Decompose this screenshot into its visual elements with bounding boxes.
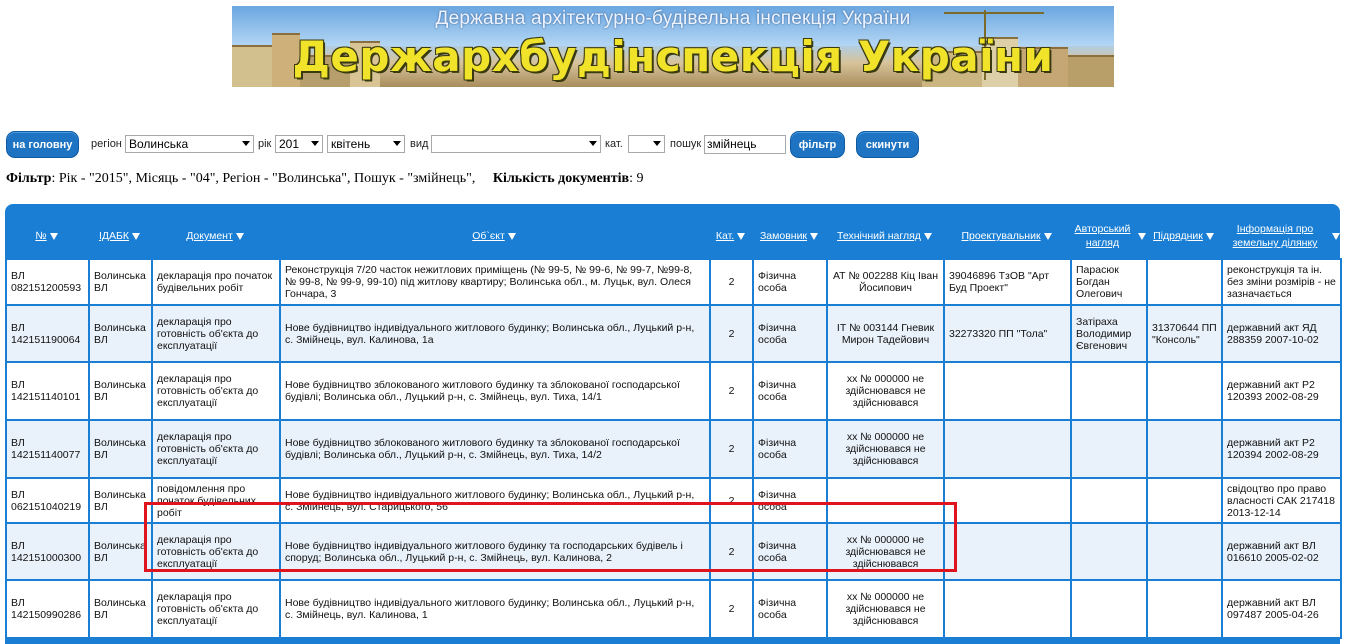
table-cell: 32273320 ПП "Тола" bbox=[944, 305, 1071, 362]
results-table bbox=[5, 258, 1342, 639]
col-header-author-supervision[interactable] bbox=[1070, 214, 1146, 258]
table-cell: повідомлення про початок будівельних робіт bbox=[152, 478, 280, 523]
col-header-customer[interactable] bbox=[752, 214, 826, 258]
col-header-document[interactable] bbox=[151, 214, 279, 258]
table-cell: декларація про готовність об'єкта до експлуатації bbox=[152, 580, 280, 638]
table-cell: декларація про готовність об'єкта до експлуатації bbox=[152, 523, 280, 580]
table-cell bbox=[1071, 362, 1147, 420]
table-cell: Фізична особа bbox=[753, 580, 827, 638]
table-cell: державний акт ВЛ 016610 2005-02-02 bbox=[1222, 523, 1341, 580]
col-header-label: № bbox=[35, 230, 47, 242]
col-header-label: Об`єкт bbox=[472, 230, 505, 242]
reset-button[interactable]: скинути bbox=[856, 131, 919, 158]
site-banner bbox=[232, 6, 1114, 87]
col-header-object[interactable] bbox=[279, 214, 709, 258]
col-header-label: Кат. bbox=[715, 230, 735, 242]
month-select[interactable] bbox=[327, 135, 405, 153]
col-header-land-info[interactable] bbox=[1221, 214, 1340, 258]
col-header-category[interactable] bbox=[709, 214, 752, 258]
table-cell bbox=[944, 362, 1071, 420]
sort-down-icon bbox=[1206, 233, 1214, 240]
table-cell: 2 bbox=[710, 478, 753, 523]
results-table-header bbox=[5, 214, 1340, 258]
table-cell: Фізична особа bbox=[753, 420, 827, 478]
table-cell: декларація про початок будівельних робіт bbox=[152, 259, 280, 305]
col-header-label: Авторський нагляд bbox=[1074, 223, 1131, 249]
table-cell: ВЛ 142151140077 bbox=[6, 420, 89, 478]
table-cell: 31370644 ПП "Консоль" bbox=[1147, 305, 1222, 362]
table-cell: декларація про готовність об'єкта до експлуатації bbox=[152, 305, 280, 362]
table-cell: Парасюк Богдан Олегович bbox=[1071, 259, 1147, 305]
table-cell bbox=[1147, 259, 1222, 305]
table-cell: 2 bbox=[710, 259, 753, 305]
col-header-label: Технічний нагляд bbox=[837, 230, 921, 242]
table-cell: 39046896 ТзОВ "Арт Буд Проект" bbox=[944, 259, 1071, 305]
month-select-value: квітень bbox=[331, 137, 371, 151]
table-cell: декларація про готовність об'єкта до експлуатації bbox=[152, 420, 280, 478]
sort-down-icon bbox=[1044, 233, 1052, 240]
table-cell: Нове будівництво індивідуального житлового будинку; Волинська обл., Луцький р-н, с. Змійнець, вул. Калинова, 1 bbox=[280, 580, 710, 638]
table-cell: хх № 000000 не здійснювався не здійснювався bbox=[827, 420, 944, 478]
filter-summary bbox=[6, 171, 643, 187]
sort-down-icon bbox=[508, 233, 516, 240]
document-count-value: : 9 bbox=[629, 171, 644, 186]
table-cell bbox=[1147, 478, 1222, 523]
table-cell bbox=[1071, 580, 1147, 638]
table-cell: 2 bbox=[710, 305, 753, 362]
col-header-designer[interactable] bbox=[943, 214, 1070, 258]
col-header-label: Замовник bbox=[759, 230, 808, 242]
table-cell: Фізична особа bbox=[753, 478, 827, 523]
table-cell: Волинська ВЛ bbox=[89, 523, 152, 580]
col-header-tech-supervision[interactable] bbox=[826, 214, 943, 258]
sort-down-icon bbox=[1332, 233, 1340, 240]
table-cell: ІТ № 003144 Гневик Мирон Тадейович bbox=[827, 305, 944, 362]
year-select[interactable] bbox=[275, 135, 323, 153]
region-select[interactable] bbox=[125, 135, 254, 153]
table-cell: декларація про готовність об'єкта до експлуатації bbox=[152, 362, 280, 420]
col-header-contractor[interactable] bbox=[1146, 214, 1221, 258]
banner-subtitle: Державна архітектурно-будівельна інспекція України bbox=[435, 8, 911, 29]
table-cell bbox=[1147, 362, 1222, 420]
table-row bbox=[6, 362, 1341, 420]
sort-down-icon bbox=[1138, 233, 1146, 240]
table-cell: 2 bbox=[710, 362, 753, 420]
table-cell: Реконструкція 7/20 часток нежитлових приміщень (№ 99-5, № 99-6, № 99-7, №99-8, № 99-8, № 99-9, 99-10) під житлову квартиру; Волинська обл., м. Луцьк, вул. Олеся Гончара, 3 bbox=[280, 259, 710, 305]
table-cell: 2 bbox=[710, 523, 753, 580]
table-cell: хх № 000000 не здійснювався не здійснювався bbox=[827, 580, 944, 638]
table-cell: Фізична особа bbox=[753, 523, 827, 580]
category-select[interactable] bbox=[628, 135, 665, 153]
table-cell: Волинська ВЛ bbox=[89, 305, 152, 362]
table-cell: Фізична особа bbox=[753, 362, 827, 420]
table-row bbox=[6, 580, 1341, 638]
filter-summary-label: Фільтр bbox=[6, 171, 52, 186]
type-label: вид bbox=[410, 138, 429, 150]
col-header-label: ІДАБК bbox=[98, 230, 130, 242]
sort-down-icon bbox=[50, 233, 58, 240]
table-cell: державний акт ВЛ 097487 2005-04-26 bbox=[1222, 580, 1341, 638]
table-cell: Волинська ВЛ bbox=[89, 362, 152, 420]
table-cell bbox=[944, 420, 1071, 478]
table-cell bbox=[1147, 523, 1222, 580]
highlight-box bbox=[144, 502, 957, 572]
table-cell: Затіраха Володимир Євгенович bbox=[1071, 305, 1147, 362]
table-cell bbox=[944, 580, 1071, 638]
col-header-idabk[interactable] bbox=[88, 214, 151, 258]
chevron-down-icon bbox=[311, 141, 319, 146]
table-row bbox=[6, 420, 1341, 478]
table-cell: ВЛ 082151200593 bbox=[6, 259, 89, 305]
col-header-number[interactable] bbox=[5, 214, 88, 258]
sort-down-icon bbox=[737, 233, 745, 240]
table-cell: Фізична особа bbox=[753, 305, 827, 362]
col-header-label: Документ bbox=[186, 230, 233, 242]
table-cell: ВЛ 142151140101 bbox=[6, 362, 89, 420]
table-cell bbox=[944, 523, 1071, 580]
sort-down-icon bbox=[132, 233, 140, 240]
year-label: рік bbox=[258, 138, 272, 150]
table-cell: Нове будівництво зблокованого житлового будинку та зблокованої господарської будівлі; Волинська обл., Луцький р-н, с. Змійнець, вул. Тиха, 14/2 bbox=[280, 420, 710, 478]
year-select-value: 201 bbox=[279, 137, 300, 151]
table-row bbox=[6, 305, 1341, 362]
table-cell: Нове будівництво індивідуального житлового будинку та господарських будівель і споруд; Волинська обл., Луцький р-н, с. Змійнець, вул. Калинова, 2 bbox=[280, 523, 710, 580]
type-select[interactable] bbox=[431, 135, 601, 153]
table-cell: Фізична особа bbox=[753, 259, 827, 305]
col-header-label: Інформація про земельну ділянку bbox=[1232, 223, 1318, 249]
table-cell: Волинська ВЛ bbox=[89, 580, 152, 638]
sort-down-icon bbox=[236, 233, 244, 240]
region-select-value: Волинська bbox=[129, 137, 189, 151]
table-cell: ВЛ 062151040219 bbox=[6, 478, 89, 523]
table-cell: 2 bbox=[710, 580, 753, 638]
chevron-down-icon bbox=[589, 141, 597, 146]
table-cell bbox=[1071, 478, 1147, 523]
table-cell: свідоцтво про право власності САК 217418 2013-12-14 bbox=[1222, 478, 1341, 523]
region-label: регіон bbox=[91, 138, 122, 150]
table-cell: АТ № 002288 Кіц Іван Йосипович bbox=[827, 259, 944, 305]
sort-down-icon bbox=[924, 233, 932, 240]
document-count-label: Кількість документів bbox=[492, 171, 630, 186]
table-cell: державний акт ЯД 288359 2007-10-02 bbox=[1222, 305, 1341, 362]
col-header-label: Підрядник bbox=[1153, 230, 1203, 242]
home-button[interactable]: на головну bbox=[6, 131, 79, 158]
table-cell: хх № 000000 не здійснювався не здійснювався bbox=[827, 362, 944, 420]
banner-title: Держархбудінспекція України bbox=[292, 32, 1054, 81]
table-cell: реконструкція та ін. без зміни розмірів - не зазначається bbox=[1222, 259, 1341, 305]
filter-summary-text: : Рік - "2015", Місяць - "04", Регіон - "Волинська", Пошук - "змійнець", bbox=[51, 171, 476, 186]
col-header-label: Проектувальник bbox=[961, 230, 1041, 242]
chevron-down-icon bbox=[242, 141, 250, 146]
table-cell: Нове будівництво індивідуального житлового будинку; Волинська обл., Луцький р-н, с. Змійнець, вул. Старицького, 56 bbox=[280, 478, 710, 523]
table-cell bbox=[1147, 580, 1222, 638]
category-label: кат. bbox=[605, 138, 623, 150]
search-input[interactable]: змійнець bbox=[704, 135, 786, 154]
table-cell bbox=[1071, 523, 1147, 580]
table-cell: хх № 000000 не здійснювався не здійснювався bbox=[827, 523, 944, 580]
table-cell: ВЛ 142151190064 bbox=[6, 305, 89, 362]
table-cell bbox=[1071, 420, 1147, 478]
table-cell: Нове будівництво індивідуального житлового будинку; Волинська обл., Луцький р-н, с. Змійнець, вул. Калинова, 1а bbox=[280, 305, 710, 362]
table-cell: Волинська ВЛ bbox=[89, 259, 152, 305]
search-label: пошук bbox=[670, 138, 702, 150]
table-cell bbox=[944, 478, 1071, 523]
table-cell bbox=[1147, 420, 1222, 478]
table-cell: Волинська ВЛ bbox=[89, 478, 152, 523]
table-cell: 2 bbox=[710, 420, 753, 478]
chevron-down-icon bbox=[653, 141, 661, 146]
table-cell: державний акт Р2 120394 2002-08-29 bbox=[1222, 420, 1341, 478]
table-cell: державний акт Р2 120393 2002-08-29 bbox=[1222, 362, 1341, 420]
filter-button[interactable]: фільтр bbox=[790, 131, 845, 158]
table-cell: Волинська ВЛ bbox=[89, 420, 152, 478]
table-row bbox=[6, 259, 1341, 305]
table-cell: ВЛ 142150990286 bbox=[6, 580, 89, 638]
table-cell: ВЛ 142151000300 bbox=[6, 523, 89, 580]
sort-down-icon bbox=[810, 233, 818, 240]
table-cell: Нове будівництво зблокованого житлового будинку та зблокованої господарської будівлі; Волинська обл., Луцький р-н, с. Змійнець, вул. Тиха, 14/1 bbox=[280, 362, 710, 420]
chevron-down-icon bbox=[393, 141, 401, 146]
